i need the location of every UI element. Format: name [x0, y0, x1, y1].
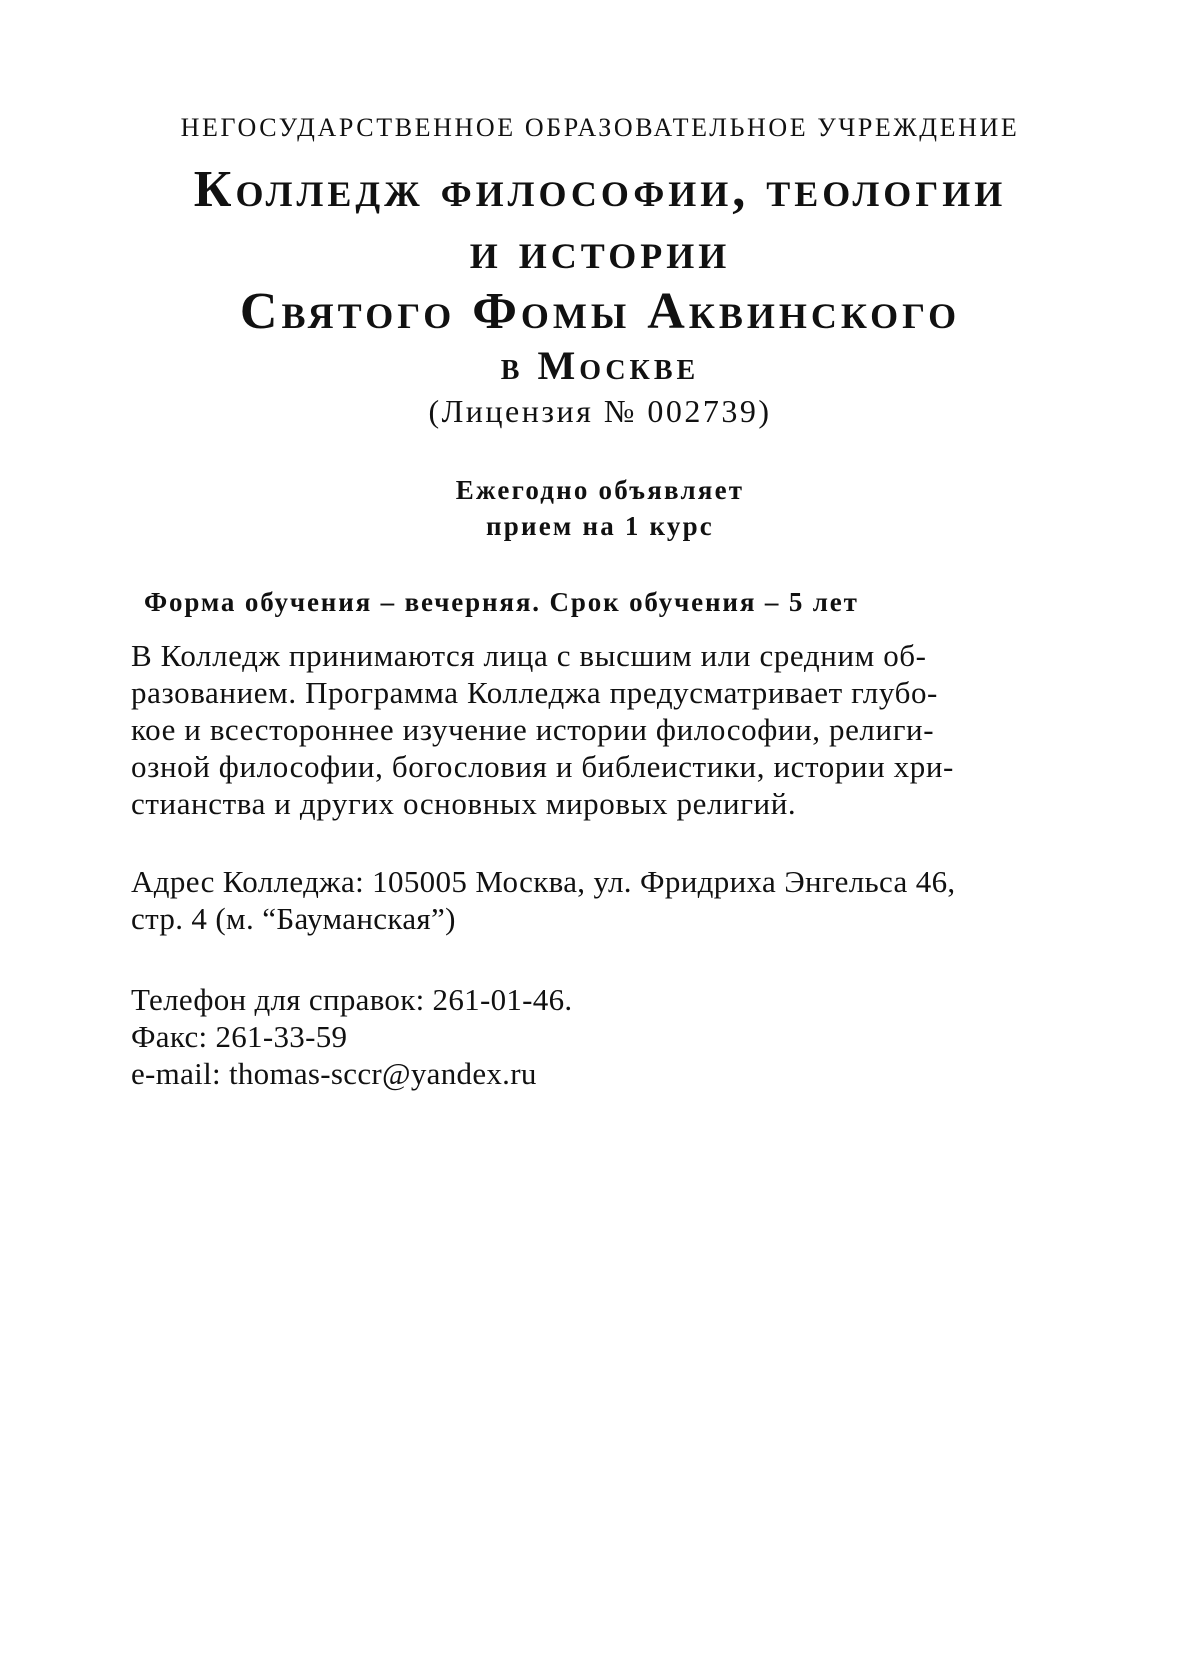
- description-paragraph: [131, 637, 954, 822]
- title-line-saint-thomas: Святого Фомы Аквинского: [239, 283, 961, 340]
- institution-type: НЕГОСУДАРСТВЕННОЕ ОБРАЗОВАТЕЛЬНОЕ УЧРЕЖДЕНИЕ: [180, 113, 1020, 142]
- email-line: e-mail: thomas-sccr@yandex.ru: [131, 1056, 537, 1091]
- description-line: стианства и других основных мировых религий.: [131, 786, 797, 821]
- address-block: [131, 863, 956, 937]
- address-line: стр. 4 (м. “Бауманская”): [131, 901, 456, 936]
- announcement-line-1: Ежегодно объявляет: [455, 475, 745, 505]
- license-number: (Лицензия № 002739): [428, 393, 772, 429]
- title-line-moscow: в Москве: [500, 343, 700, 388]
- description-line: кое и всестороннее изучение истории философии, религи-: [131, 712, 935, 747]
- description-line: В Колледж принимаются лица с высшим или средним об-: [131, 638, 927, 673]
- announcement-line-2: прием на 1 курс: [486, 511, 714, 541]
- description-line: озной философии, богословия и библеистики, истории хри-: [131, 749, 954, 784]
- phone-line: Телефон для справок: 261-01-46.: [131, 982, 573, 1017]
- title-line-history: и истории: [469, 223, 731, 280]
- study-form: Форма обучения – вечерняя. Срок обучения – 5 лет: [144, 587, 859, 617]
- fax-line: Факс: 261-33-59: [131, 1019, 348, 1054]
- address-line: Адрес Колледжа: 105005 Москва, ул. Фридриха Энгельса 46,: [131, 864, 956, 899]
- contacts-block: [131, 981, 572, 1092]
- title-line-college: Колледж философии, теологии: [193, 161, 1007, 218]
- description-line: разованием. Программа Колледжа предусматривает глубо-: [131, 675, 938, 710]
